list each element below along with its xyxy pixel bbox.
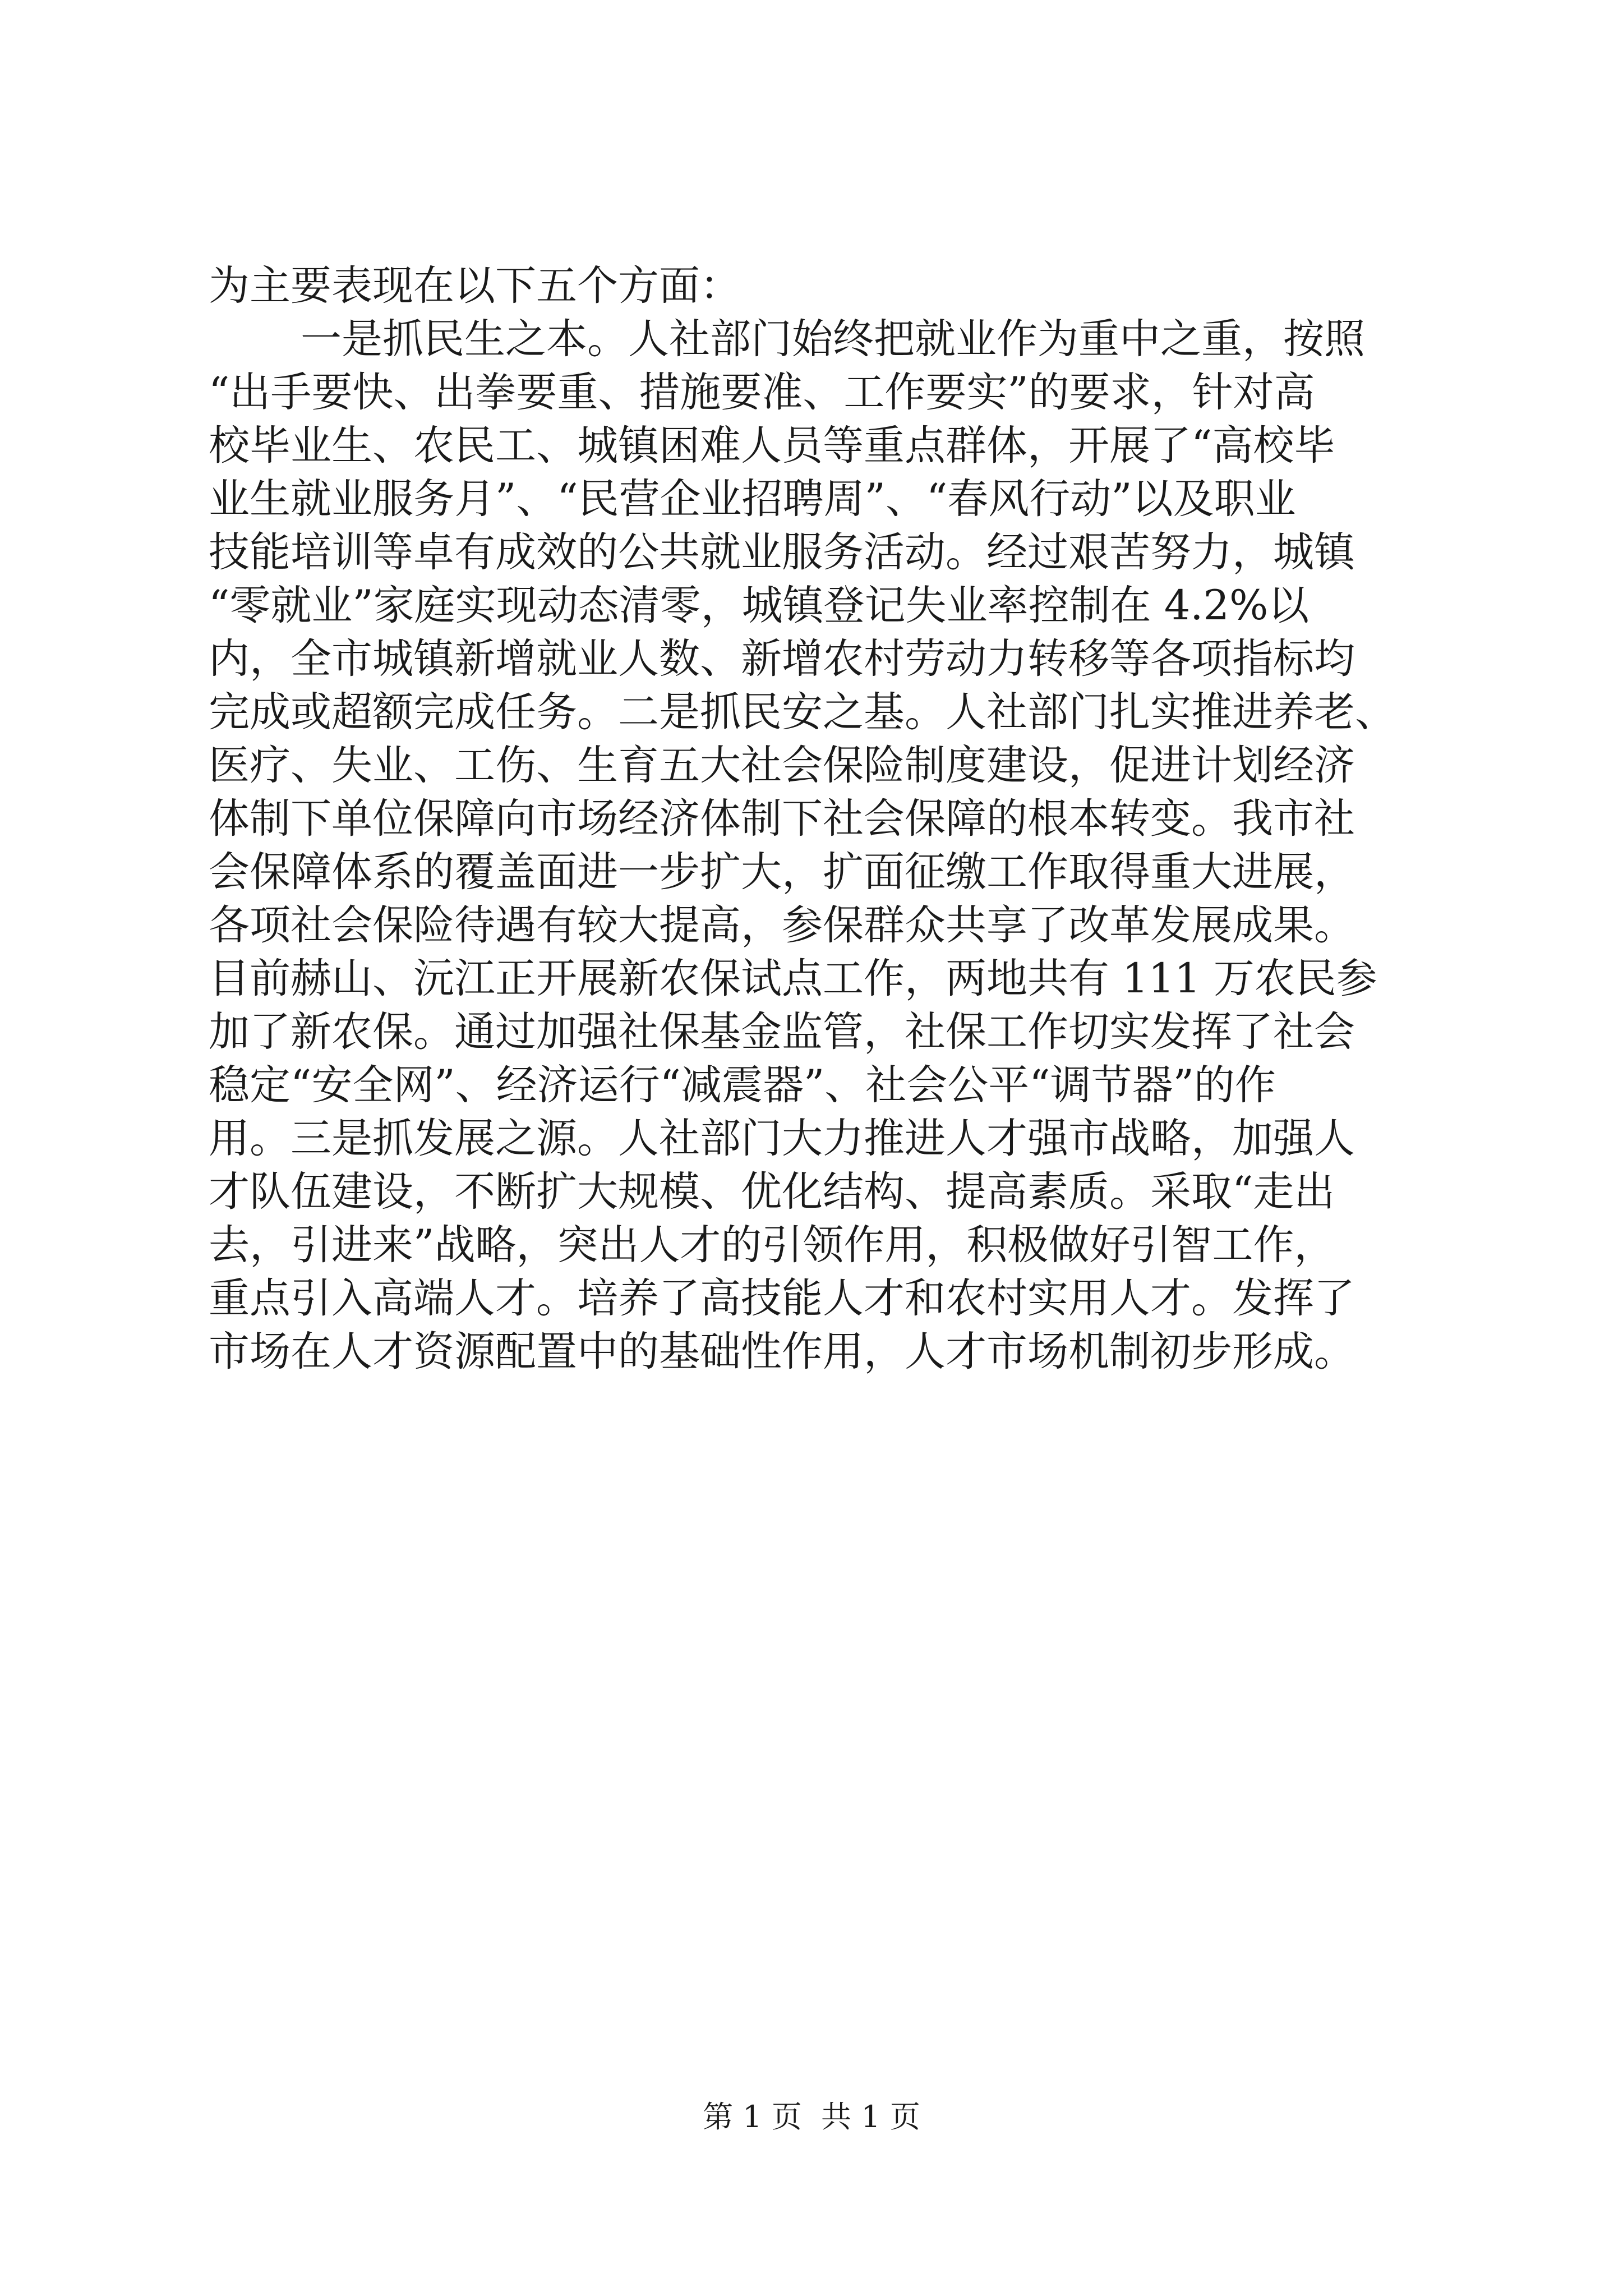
text-line: 技能培训等卓有成效的公共就业服务活动。经过艰苦努力，城镇 <box>209 528 1355 576</box>
text-line: 体制下单位保障向市场经济体制下社会保障的根本转变。我市社 <box>209 795 1355 843</box>
text-line: 内，全市城镇新增就业人数、新增农村劳动力转移等各项指标均 <box>209 635 1355 683</box>
text-line: 重点引入高端人才。培养了高技能人才和农村实用人才。发挥了 <box>209 1274 1355 1322</box>
text-line: 才队伍建设，不断扩大规模、优化结构、提高素质。采取“走出 <box>209 1168 1335 1216</box>
text-line: 稳定“安全网”、经济运行“减震器”、社会公平“调节器”的作 <box>209 1061 1276 1109</box>
text-line: 会保障体系的覆盖面进一步扩大，扩面征缴工作取得重大进展， <box>209 848 1355 896</box>
page-number-footer: 第 1 页 共 1 页 <box>703 2099 920 2134</box>
text-line: 目前赫山、沅江正开展新农保试点工作，两地共有 111 万农民参 <box>209 955 1377 1002</box>
text-line: 为主要表现在以下五个方面： <box>209 262 741 310</box>
text-line: 完成或超额完成任务。二是抓民安之基。人社部门扎实推进养老、 <box>209 688 1396 736</box>
text-line: 一是抓民生之本。人社部门始终把就业作为重中之重，按照 <box>301 315 1365 363</box>
body-text <box>209 259 1431 1378</box>
text-line: 各项社会保险待遇有较大提高，参保群众共享了改革发展成果。 <box>209 901 1355 949</box>
text-line: 业生就业服务月”、“民营企业招聘周”、“春风行动”以及职业 <box>209 475 1296 523</box>
text-line: 市场在人才资源配置中的基础性作用，人才市场机制初步形成。 <box>209 1328 1355 1375</box>
text-line: 加了新农保。通过加强社保基金监管，社保工作切实发挥了社会 <box>209 1008 1355 1056</box>
text-line: “零就业”家庭实现动态清零，城镇登记失业率控制在 4.2%以 <box>209 582 1310 629</box>
text-line: 去，引进来”战略，突出人才的引领作用，积极做好引智工作， <box>209 1221 1335 1269</box>
text-line: 校毕业生、农民工、城镇困难人员等重点群体，开展了“高校毕 <box>209 422 1335 470</box>
text-line: 医疗、失业、工伤、生育五大社会保险制度建设，促进计划经济 <box>209 742 1355 789</box>
text-line: 用。三是抓发展之源。人社部门大力推进人才强市战略，加强人 <box>209 1115 1355 1162</box>
text-line: “出手要快、出拳要重、措施要准、工作要实”的要求，针对高 <box>209 369 1315 416</box>
